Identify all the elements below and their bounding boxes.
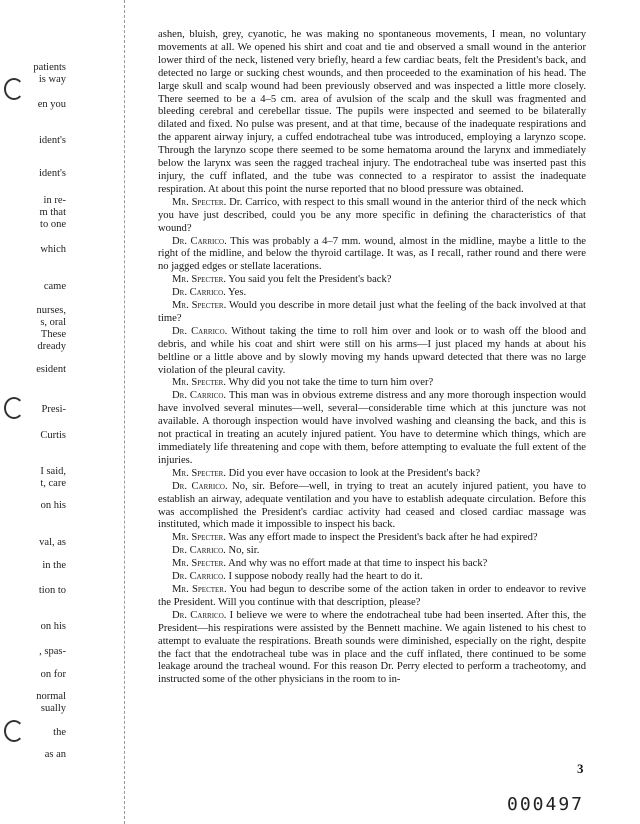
testimony-paragraph <box>158 236 586 275</box>
margin-fragment: esident <box>36 364 66 375</box>
testimony-paragraph <box>158 545 586 558</box>
margin-fragment: in re- <box>43 195 66 206</box>
margin-fragment: nurses, <box>36 305 66 316</box>
testimony-paragraph <box>158 274 586 287</box>
margin-fragment: sually <box>40 703 66 714</box>
margin-fragment: , spas- <box>39 646 66 657</box>
paragraph-text: You had begun to describe some of the action taken in order to endeavor to revive the President. Will you continue with that description, please? <box>158 583 586 608</box>
testimony-paragraph <box>158 571 586 584</box>
margin-fragment: en you <box>37 99 66 110</box>
margin-fragment: t, care <box>40 478 66 489</box>
margin-fragment: s, oral <box>40 317 66 328</box>
speaker-label: Dr. Carrico. <box>172 480 228 492</box>
binder-hole-bottom <box>4 720 24 742</box>
margin-fragment: Curtis <box>40 430 66 441</box>
paragraph-text: ashen, bluish, grey, cyanotic, he was making no spontaneous movements, I mean, no voluntary movements at all. We opened his shirt and coat and tie and observed a small wound in the anterior lower third of the neck, listened very briefly, heard a few cardiac beats, felt the President's back, and detected no large or sucking chest wounds, and then proceeded to the examination of his head. The large skull and scalp wound had been previously observed and was inspected a little more closely. There seemed to be a 4–5 cm. area of avulsion of the scalp and the skull was fragmented and bleeding cerebral and cerebellar tissue. The pupils were inspected and seemed to be bilaterally dilated and fixed. No pulse was present, and at that time, because of the inadequate respirations and the apparent airway injury, a cuffed endotracheal tube was introduced, employing a larynzo scope. Through the larynzo scope there seemed to be some hematoma around the larynx and immediately below the larynx was seen the ragged tracheal injury. The endotracheal tube was inserted past this injury, the cuff inflated, and the tube was connected to a respirator to assist the inadequate respiration. At about this point the nurse reported that no blood pressure was obtained. <box>158 29 586 195</box>
testimony-paragraph-continued <box>158 29 586 197</box>
margin-fragment: tion to <box>38 585 66 596</box>
speaker-label: Mr. Specter. <box>172 377 226 389</box>
page-fold-rule <box>124 0 125 824</box>
margin-fragment: These <box>40 329 66 340</box>
speaker-label: Dr. Carrico. <box>172 390 227 402</box>
testimony-paragraph <box>158 584 586 610</box>
margin-fragment: as an <box>44 749 66 760</box>
speaker-label: Dr. Carrico. <box>172 545 226 557</box>
paragraph-text: Would you describe in more detail just what the feeling of the back involved at that time? <box>158 300 586 324</box>
testimony-paragraph <box>158 532 586 545</box>
paragraph-text: This was probably a 4–7 mm. wound, almost in the midline, maybe a little to the right of the midline, and below the thyroid cartilage. It was, as I recall, rather round and there were no jagged edges or stellate lacerations. <box>158 235 586 273</box>
margin-fragment: on his <box>40 621 66 632</box>
margin-fragment: to one <box>40 219 66 230</box>
margin-fragment: came <box>43 281 66 292</box>
testimony-paragraph <box>158 558 586 571</box>
margin-fragment: patients <box>33 62 66 73</box>
binder-hole-middle <box>4 397 24 419</box>
speaker-label: Mr. Specter. <box>172 532 226 544</box>
margin-fragment: ident's <box>39 135 66 146</box>
paragraph-text: You said you felt the President's back? <box>228 274 392 286</box>
paragraph-text: Yes. <box>228 287 247 299</box>
speaker-label: Dr. Carrico. <box>172 287 226 299</box>
speaker-label: Dr. Carrico. <box>172 325 228 337</box>
paragraph-text: Was any effort made to inspect the President's back after he had expired? <box>228 532 538 544</box>
speaker-label: Mr. Specter. <box>172 274 226 286</box>
speaker-label: Mr. Specter. <box>172 583 227 595</box>
testimony-paragraph <box>158 287 586 300</box>
testimony-paragraph <box>158 481 586 533</box>
testimony-paragraph <box>158 300 586 326</box>
paragraph-text: No, sir. <box>228 545 260 557</box>
margin-fragment: the <box>53 727 66 738</box>
margin-fragment: is way <box>38 74 66 85</box>
paragraph-text: I believe we were to where the endotracheal tube had been inserted. After this, the President—his respirations were assisted by the Bennett machine. We again listened to his chest to attempt to evaluate the respirations. Breath sounds were diminished, especially on the right, despite the fact that the endotracheal tube was in place and the cuff inflated, there continued to be some leakage around the tracheal wound. For this reason Dr. Perry elected to perform a tracheotomy, and instructed some of the other physicians in the room to in- <box>158 609 586 686</box>
speaker-label: Mr. Specter. <box>172 300 227 312</box>
margin-fragment: dready <box>37 341 66 352</box>
margin-fragment: m that <box>39 207 66 218</box>
paragraph-text: Dr. Carrico, with respect to this small wound in the anterior third of the neck which you have just described, could you be any more specific in defining the characteristics of that wound? <box>158 196 587 234</box>
testimony-paragraph <box>158 468 586 481</box>
paragraph-text: This man was in obvious extreme distress and any more thorough inspection would have involved several minutes—well, several—considerable time which at this juncture was not available. A thorough inspection would have involved washing and cleansing the back, and this is not practical in treating an acutely injured patient. You have to determine which things, which are immediately life threatening and cope with them, before attempting to evaluate the full extent of the injuries. <box>158 390 586 466</box>
margin-fragment: in the <box>42 560 66 571</box>
speaker-label: Mr. Specter. <box>172 558 226 570</box>
speaker-label: Mr. Specter. <box>172 467 226 479</box>
paragraph-text: I suppose nobody really had the heart to do it. <box>228 571 423 583</box>
testimony-paragraph <box>158 610 586 687</box>
margin-fragment: on his <box>40 500 66 511</box>
speaker-label: Mr. Specter. <box>172 196 227 208</box>
margin-fragment: on for <box>40 669 66 680</box>
document-id-stamp: 000497 <box>507 794 585 815</box>
margin-fragment: I said, <box>40 466 66 477</box>
speaker-label: Dr. Carrico. <box>172 235 227 247</box>
paragraph-text: And why was no effort made at that time to inspect his back? <box>228 558 488 570</box>
paragraph-text: Did you ever have occasion to look at the President's back? <box>228 467 481 479</box>
margin-fragment: which <box>40 244 66 255</box>
page-number: 3 <box>577 761 584 776</box>
margin-fragment: normal <box>36 691 66 702</box>
speaker-label: Dr. Carrico. <box>172 609 227 621</box>
testimony-paragraph <box>158 326 586 378</box>
paragraph-text: Without taking the time to roll him over and look or to wash off the blood and debris, and while his coat and shirt were still on his arms—I just placed my hands at about his beltline or a little above and by slowly moving my hands upward detected that there was no large violation of the pleural cavity. <box>158 325 587 376</box>
paragraph-text: No, sir. Before—well, in trying to treat an acutely injured patient, you have to establish an airway, adequate ventilation and you have to establish adequate circulation. Before this was accomplished the President's cardiac activity had ceased and closed cardiac massage was instituted, which made it impossible to inspect his back. <box>158 480 586 531</box>
testimony-body <box>158 29 586 687</box>
margin-fragment: ident's <box>39 168 66 179</box>
binder-hole-top <box>4 78 24 100</box>
testimony-paragraph <box>158 377 586 390</box>
paragraph-text: Why did you not take the time to turn him over? <box>228 377 434 389</box>
margin-fragment: Presi- <box>41 404 66 415</box>
speaker-label: Dr. Carrico. <box>172 571 226 583</box>
testimony-paragraph <box>158 390 586 467</box>
margin-fragment: val, as <box>39 537 66 548</box>
testimony-paragraph <box>158 197 586 236</box>
